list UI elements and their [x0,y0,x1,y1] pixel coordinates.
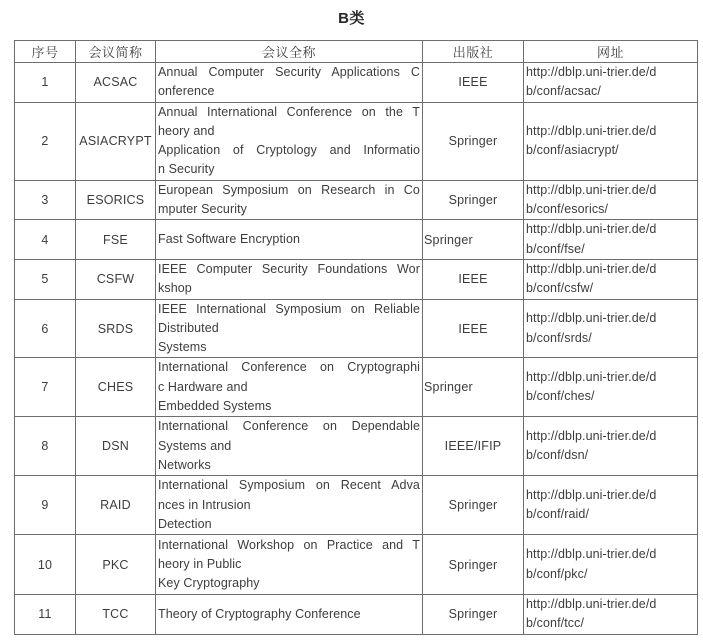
cell-publisher: Springer [423,476,524,535]
cell-fullname [156,417,423,476]
cell-index: 10 [15,535,76,595]
cell-publisher: Springer [423,102,524,180]
cell-publisher: Springer [423,595,524,635]
cell-index: 9 [15,476,76,535]
cell-fullname [156,358,423,417]
url-line: http://dblp.uni-trier.de/d [526,123,657,138]
fullname-line: n Security [158,162,215,177]
fullname-line: Theory of Cryptography Conference [158,606,361,621]
url-line: b/conf/raid/ [526,507,590,522]
url-line: http://dblp.uni-trier.de/d [526,487,657,502]
cell-url [524,180,698,220]
cell-publisher: Springer [423,180,524,220]
column-header-num: 序号 [15,41,76,63]
table-row [15,299,698,358]
cell-publisher: IEEE/IFIP [423,417,524,476]
table-row [15,476,698,535]
cell-index: 11 [15,595,76,635]
cell-url [524,63,698,103]
fullname-line: heory and [158,123,215,138]
cell-url [524,299,698,358]
cell-fullname [156,299,423,358]
url-line: http://dblp.uni-trier.de/d [526,261,657,276]
url-line: b/conf/acsac/ [526,84,601,99]
url-line: http://dblp.uni-trier.de/d [526,597,657,612]
fullname-line: mputer Security [158,202,248,217]
fullname-line: Networks [158,457,211,472]
column-header-url: 网址 [524,41,698,63]
fullname-line: Detection [158,516,212,531]
url-line: b/conf/dsn/ [526,448,589,463]
cell-publisher: IEEE [423,63,524,103]
fullname-line: c Hardware and [158,379,248,394]
url-line: b/conf/ches/ [526,389,595,404]
cell-index: 4 [15,220,76,260]
cell-publisher: Springer [423,358,524,417]
cell-abbreviation: ACSAC [76,63,156,103]
cell-abbreviation: ESORICS [76,180,156,220]
cell-fullname [156,476,423,535]
url-line: b/conf/asiacrypt/ [526,143,619,158]
url-line: http://dblp.uni-trier.de/d [526,547,657,562]
fullname-line: Systems and [158,438,232,453]
url-line: http://dblp.uni-trier.de/d [526,311,657,326]
cell-fullname [156,102,423,180]
fullname-line: Annual Computer Security Applications C [158,65,420,79]
cell-url [524,417,698,476]
table-row [15,102,698,180]
cell-fullname [156,180,423,220]
cell-index: 5 [15,259,76,299]
fullname-line: European Symposium on Research in Co [158,182,420,197]
cell-abbreviation: PKC [76,535,156,595]
fullname-line: Distributed [158,320,219,335]
cell-publisher: Springer [423,535,524,595]
cell-abbreviation: CHES [76,358,156,417]
fullname-line: IEEE International Symposium on Reliable [158,301,420,316]
cell-publisher: IEEE [423,299,524,358]
table-row [15,63,698,103]
url-line: b/conf/srds/ [526,330,592,345]
cell-fullname [156,595,423,635]
column-header-abbr: 会议简称 [76,41,156,63]
column-header-publisher: 出版社 [423,41,524,63]
cell-fullname [156,535,423,595]
fullname-line: Key Cryptography [158,576,260,591]
url-line: b/conf/pkc/ [526,566,588,581]
cell-fullname [156,259,423,299]
url-line: http://dblp.uni-trier.de/d [526,428,657,443]
fullname-line: nces in Intrusion [158,497,251,512]
cell-url [524,595,698,635]
cell-fullname [156,220,423,260]
url-line: b/conf/fse/ [526,241,585,256]
cell-url [524,220,698,260]
table-row [15,180,698,220]
table-row [15,358,698,417]
url-line: b/conf/tcc/ [526,616,585,631]
fullname-line: Embedded Systems [158,399,272,414]
cell-url [524,259,698,299]
url-line: http://dblp.uni-trier.de/d [526,65,657,79]
cell-url [524,535,698,595]
fullname-line: IEEE Computer Security Foundations Wor [158,261,420,276]
cell-publisher: Springer [423,220,524,260]
fullname-line: onference [158,84,215,99]
cell-index: 6 [15,299,76,358]
cell-abbreviation: RAID [76,476,156,535]
fullname-line: International Conference on Cryptographi [158,360,420,375]
fullname-line: Application of Cryptology and Informatio [158,143,420,158]
page-title: B类 [338,10,365,27]
fullname-line: kshop [158,281,192,296]
cell-index: 7 [15,358,76,417]
cell-url [524,476,698,535]
cell-index: 3 [15,180,76,220]
cell-abbreviation: TCC [76,595,156,635]
url-line: b/conf/esorics/ [526,202,609,217]
fullname-line: International Workshop on Practice and T [158,537,420,552]
header-row [15,41,698,63]
table-row [15,535,698,595]
table-row [15,259,698,299]
cell-abbreviation: CSFW [76,259,156,299]
table-row [15,595,698,635]
cell-index: 1 [15,63,76,103]
cell-publisher: IEEE [423,259,524,299]
cell-url [524,358,698,417]
cell-abbreviation: SRDS [76,299,156,358]
url-line: http://dblp.uni-trier.de/d [526,222,657,237]
table-body [15,63,698,635]
column-header-name: 会议全称 [156,41,423,63]
cell-abbreviation: FSE [76,220,156,260]
fullname-line: International Conference on Dependable [158,419,420,434]
url-line: b/conf/csfw/ [526,281,594,296]
table-row [15,417,698,476]
conference-table [14,40,698,635]
cell-abbreviation: ASIACRYPT [76,102,156,180]
fullname-line: Fast Software Encryption [158,232,301,247]
fullname-line: Systems [158,340,207,355]
url-line: http://dblp.uni-trier.de/d [526,370,657,385]
cell-url [524,102,698,180]
cell-fullname [156,63,423,103]
url-line: http://dblp.uni-trier.de/d [526,182,657,197]
fullname-line: heory in Public [158,556,242,571]
fullname-line: International Symposium on Recent Adva [158,478,420,493]
fullname-line: Annual International Conference on the T [158,104,420,119]
cell-abbreviation: DSN [76,417,156,476]
cell-index: 2 [15,102,76,180]
cell-index: 8 [15,417,76,476]
table-row [15,220,698,260]
